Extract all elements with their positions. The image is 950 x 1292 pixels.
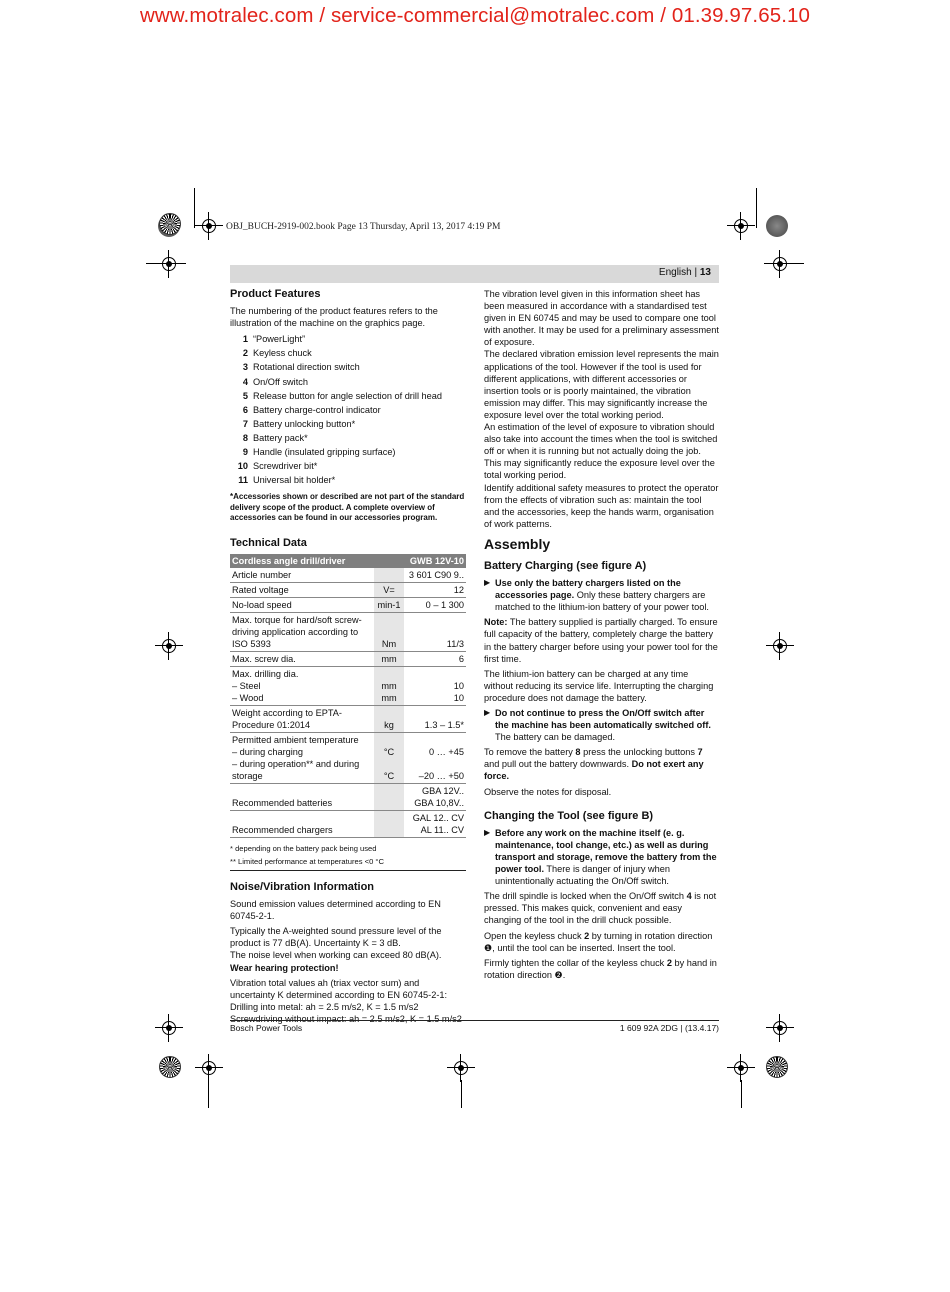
feature-text: Keyless chuck: [253, 348, 312, 359]
registration-starburst-icon: [159, 1056, 181, 1078]
product-features-intro: The numbering of the product features refers to the illustration of the machine on the graphics page.: [230, 306, 438, 329]
noise-p2: Typically the A-weighted sound pressure level of the product is 77 dB(A). Uncertainty K = 3 dB.: [230, 926, 442, 949]
table-row: [230, 598, 466, 613]
registration-starburst-icon: [159, 213, 181, 235]
registration-crosshair-icon: [766, 632, 794, 660]
charging-p2: The lithium-ion battery can be charged at any time without reducing its service life. Interrupting the charging procedure does not damage the battery.: [484, 668, 714, 703]
registration-crosshair-icon: [195, 1054, 223, 1082]
book-info-line: OBJ_BUCH-2919-002.book Page 13 Thursday, April 13, 2017 4:19 PM: [226, 222, 501, 232]
noise-p5: Vibration total values ah (triax vector sum) and uncertainty K determined according to EN 60745-2-1:: [230, 977, 448, 1000]
text-run: To remove the battery: [484, 747, 576, 758]
table-cell-value: 0 – 1 300: [404, 598, 466, 613]
charging-bullet-2-bold: Do not continue to press the On/Off switch after the machine has been automatically switched off.: [495, 708, 711, 731]
table-cell-unit: [374, 568, 404, 583]
vibration-p4: Identify additional safety measures to protect the operator from the effects of vibration such as: maintain the tool and the accessories, keep the hands warm, organisation of work patterns.: [484, 482, 719, 529]
table-cell-label: Article number: [230, 568, 374, 583]
table-row: [230, 652, 466, 667]
footnote: ** Limited performance at temperatures <0 °C: [230, 857, 384, 867]
feature-item: [230, 474, 466, 488]
bullet-arrow-icon: ▶: [484, 708, 491, 717]
crop-line: [756, 188, 757, 228]
table-footnotes: [230, 842, 466, 871]
registration-crosshair-icon: [727, 212, 755, 240]
text-run: and pull out the battery downwards.: [484, 759, 632, 770]
table-cell-label: Permitted ambient temperature – during charging – during operation** and during storage: [230, 733, 374, 784]
crop-line: [461, 1080, 462, 1108]
table-cell-label: Recommended chargers: [230, 811, 374, 838]
charging-bullet-2-rest: The battery can be damaged.: [495, 732, 616, 743]
bullet-arrow-icon: ▶: [484, 578, 491, 588]
table-cell-label: No-load speed: [230, 598, 374, 613]
table-row: [230, 733, 466, 784]
tool-bullet-1: [484, 827, 719, 887]
table-header-model: GWB 12V-10: [404, 554, 466, 568]
language-label: English |: [658, 267, 698, 278]
table-cell-value: 11/3: [404, 613, 466, 652]
table-header-row: [230, 554, 466, 568]
charging-bullet-1-rest: Only these battery chargers are matched to the lithium-ion battery of your power tool.: [495, 590, 709, 613]
assembly-title: Assembly: [484, 535, 551, 552]
tool-p1: [484, 890, 719, 926]
table-cell-unit: mm mm: [374, 667, 404, 706]
table-cell-unit: V=: [374, 583, 404, 598]
ref-number: 8: [575, 747, 581, 758]
table-cell-label: Weight according to EPTA-Procedure 01:2014: [230, 706, 374, 733]
feature-number: 6: [242, 404, 248, 415]
registration-gray-dot-icon: [766, 215, 788, 237]
tool-bullet-1-text: [495, 827, 719, 887]
feature-item: [230, 446, 466, 460]
feature-number: 4: [242, 376, 248, 387]
page-header-label: [659, 267, 711, 278]
charging-note: [484, 616, 719, 664]
feature-text: On/Off switch: [253, 376, 308, 387]
text-run: press the unlocking buttons: [580, 747, 698, 758]
feature-number: 8: [242, 432, 248, 443]
table-cell-unit: kg: [374, 706, 404, 733]
table-cell-unit: Nm: [374, 613, 404, 652]
registration-crosshair-icon: [155, 632, 183, 660]
registration-crosshair-icon: [195, 212, 223, 240]
table-cell-label: Max. torque for hard/soft screw-driving application according to ISO 5393: [230, 613, 374, 652]
text-run: Open the keyless chuck: [484, 930, 585, 941]
feature-item: [230, 347, 466, 361]
vibration-p2: The declared vibration emission level represents the main applications of the tool. However if the tool is used for different applications, with different accessories or insertion tools or is poorly maintained, the vibration emission may differ. This may significantly increase the exposure level over the total working period.: [484, 349, 719, 420]
table-header-label: Cordless angle drill/driver: [230, 554, 404, 568]
technical-data-table: [230, 554, 466, 838]
ref-number: 7: [697, 747, 703, 758]
table-cell-value: 10 10: [404, 667, 466, 706]
text-run: by hand in rotation direction ❷.: [484, 957, 717, 980]
registration-crosshair-icon: [447, 1054, 475, 1082]
changing-tool-title: Changing the Tool (see figure B): [484, 809, 654, 822]
left-column: [230, 288, 466, 1028]
ref-number: 2: [584, 930, 590, 941]
text-run: is not pressed. This makes quick, convenient and easy changing of the tool in the drill chuck possible.: [484, 891, 717, 926]
text-run: by turning in rotation direction ❶, until the tool can be inserted. Insert the tool.: [484, 930, 713, 953]
feature-text: Battery pack*: [253, 432, 308, 443]
table-cell-label: Max. drilling dia. – Steel – Wood: [230, 667, 374, 706]
feature-text: Rotational direction switch: [253, 362, 360, 373]
feature-item: [230, 361, 466, 375]
battery-charging-title: Battery Charging (see figure A): [484, 559, 647, 572]
ref-number: 2: [666, 957, 672, 968]
table-cell-value: 3 601 C90 9..: [404, 568, 466, 583]
charging-bullet-1-text: [495, 577, 719, 613]
feature-number: 11: [238, 475, 248, 486]
table-row: [230, 568, 466, 583]
table-row: [230, 667, 466, 706]
vibration-p3: An estimation of the level of exposure to vibration should also take into account the times when the tool is switched off or when it is running but not actually doing the job. This may significantly reduce the exposure level over the total working period.: [484, 422, 718, 481]
noise-p4: Wear hearing protection!: [230, 962, 339, 973]
text-run: The drill spindle is locked when the On/Off switch: [484, 891, 687, 902]
feature-number: 10: [237, 461, 248, 472]
page-footer: [230, 1020, 719, 1033]
technical-data-title: Technical Data: [230, 536, 307, 549]
feature-item: [230, 390, 466, 404]
table-row: [230, 613, 466, 652]
feature-number: 3: [242, 362, 248, 373]
page-number: 13: [699, 267, 711, 278]
feature-number: 9: [242, 447, 248, 458]
table-cell-value: GAL 12.. CV AL 11.. CV: [404, 811, 466, 838]
table-cell-label: Recommended batteries: [230, 784, 374, 811]
charging-bullet-1: [484, 577, 719, 613]
table-cell-label: Rated voltage: [230, 583, 374, 598]
charging-bullet-2: [484, 707, 719, 743]
product-features-title: Product Features: [230, 288, 321, 300]
table-cell-unit: min-1: [374, 598, 404, 613]
warning-text: Do not exert any force.: [484, 759, 704, 782]
feature-item: [230, 376, 466, 390]
noise-p6: Drilling into metal: ah = 2.5 m/s2, K = 1.5 m/s2: [230, 1001, 419, 1012]
feature-text: Battery charge-control indicator: [253, 404, 381, 415]
registration-crosshair-icon: [766, 1014, 794, 1042]
registration-crosshair-icon: [155, 1014, 183, 1042]
tool-bullet-1-rest: There is danger of injury when unintentionally actuating the On/Off switch.: [495, 864, 670, 887]
table-row: [230, 583, 466, 598]
text-run: Firmly tighten the collar of the keyless chuck: [484, 957, 667, 968]
noise-p7: Screwdriving without impact: ah = 2.5 m/s2, K = 1.5 m/s2: [230, 1013, 462, 1024]
feature-item: [230, 404, 466, 418]
top-url-banner[interactable]: www.motralec.com / service-commercial@motralec.com / 01.39.97.65.10: [139, 4, 811, 27]
right-column: [484, 288, 719, 984]
bullet-arrow-icon: ▶: [484, 827, 491, 837]
table-cell-unit: °C °C: [374, 733, 404, 784]
feature-text: Release button for angle selection of drill head: [253, 390, 442, 401]
charging-bullet-2-text: [495, 707, 719, 743]
feature-list: [230, 333, 466, 488]
feature-text: “PowerLight”: [253, 334, 306, 345]
charging-p4: Observe the notes for disposal.: [484, 786, 612, 797]
table-row: [230, 811, 466, 838]
feature-item: [230, 432, 466, 446]
table-row: [230, 784, 466, 811]
noise-title: Noise/Vibration Information: [230, 881, 375, 894]
charging-bullet-1-bold: Use only the battery chargers listed on the accessories page.: [495, 578, 681, 601]
charging-note-text: The battery supplied is partially charged. To ensure full capacity of the battery, completely charge the battery in the battery charger before using your power tool for the first time.: [484, 617, 718, 664]
table-cell-value: GBA 12V.. GBA 10,8V..: [404, 784, 466, 811]
table-cell-value: 1.3 – 1.5*: [404, 706, 466, 733]
tool-p3: [484, 957, 719, 981]
table-cell-value: 12: [404, 583, 466, 598]
table-row: [230, 706, 466, 733]
table-cell-unit: [374, 811, 404, 838]
table-cell-label: Max. screw dia.: [230, 652, 374, 667]
ref-number: 4: [686, 891, 692, 902]
charging-p3: [484, 746, 719, 782]
footnote: * depending on the battery pack being used: [230, 844, 377, 854]
table-cell-unit: [374, 784, 404, 811]
charging-note-label: Note:: [484, 617, 508, 628]
registration-starburst-icon: [766, 1056, 788, 1078]
footer-doc-number: 1 609 92A 2DG | (13.4.17): [619, 1023, 719, 1033]
table-cell-value: 0 … +45 –20 … +50: [404, 733, 466, 784]
feature-text: Universal bit holder*: [253, 475, 336, 486]
feature-number: 7: [242, 418, 248, 429]
feature-number: 1: [242, 334, 248, 345]
feature-text: Screwdriver bit*: [253, 461, 318, 472]
tool-bullet-1-bold: Before any work on the machine itself (e. g. maintenance, tool change, etc.) as well as during transport and storage, remove the battery from the power tool.: [495, 827, 717, 875]
feature-number: 2: [242, 348, 248, 359]
feature-text: Battery unlocking button*: [253, 418, 356, 429]
vibration-p1: The vibration level given in this information sheet has been measured in accordance with a standardised test given in EN 60745 and may be used to compare one tool with another. It may be used for a preliminary assessment of exposure.: [484, 289, 719, 348]
table-cell-value: 6: [404, 652, 466, 667]
registration-crosshair-icon: [766, 250, 794, 278]
page-header-bar: [230, 265, 719, 283]
tool-p2: [484, 930, 719, 954]
registration-crosshair-icon: [155, 250, 183, 278]
feature-text: Handle (insulated gripping surface): [253, 447, 396, 458]
crop-line: [208, 1080, 209, 1108]
feature-item: [230, 460, 466, 474]
crop-line: [741, 1080, 742, 1108]
table-cell-unit: mm: [374, 652, 404, 667]
noise-p1: Sound emission values determined according to EN 60745-2-1.: [230, 899, 441, 922]
feature-item: [230, 418, 466, 432]
feature-number: 5: [242, 390, 248, 401]
noise-p3: The noise level when working can exceed 80 dB(A).: [230, 950, 442, 961]
feature-item: [230, 333, 466, 347]
accessories-note: *Accessories shown or described are not part of the standard delivery scope of the product. A complete overview of accessories can be found in our accessories program.: [230, 492, 465, 522]
footer-brand: Bosch Power Tools: [230, 1023, 303, 1033]
registration-crosshair-icon: [727, 1054, 755, 1082]
